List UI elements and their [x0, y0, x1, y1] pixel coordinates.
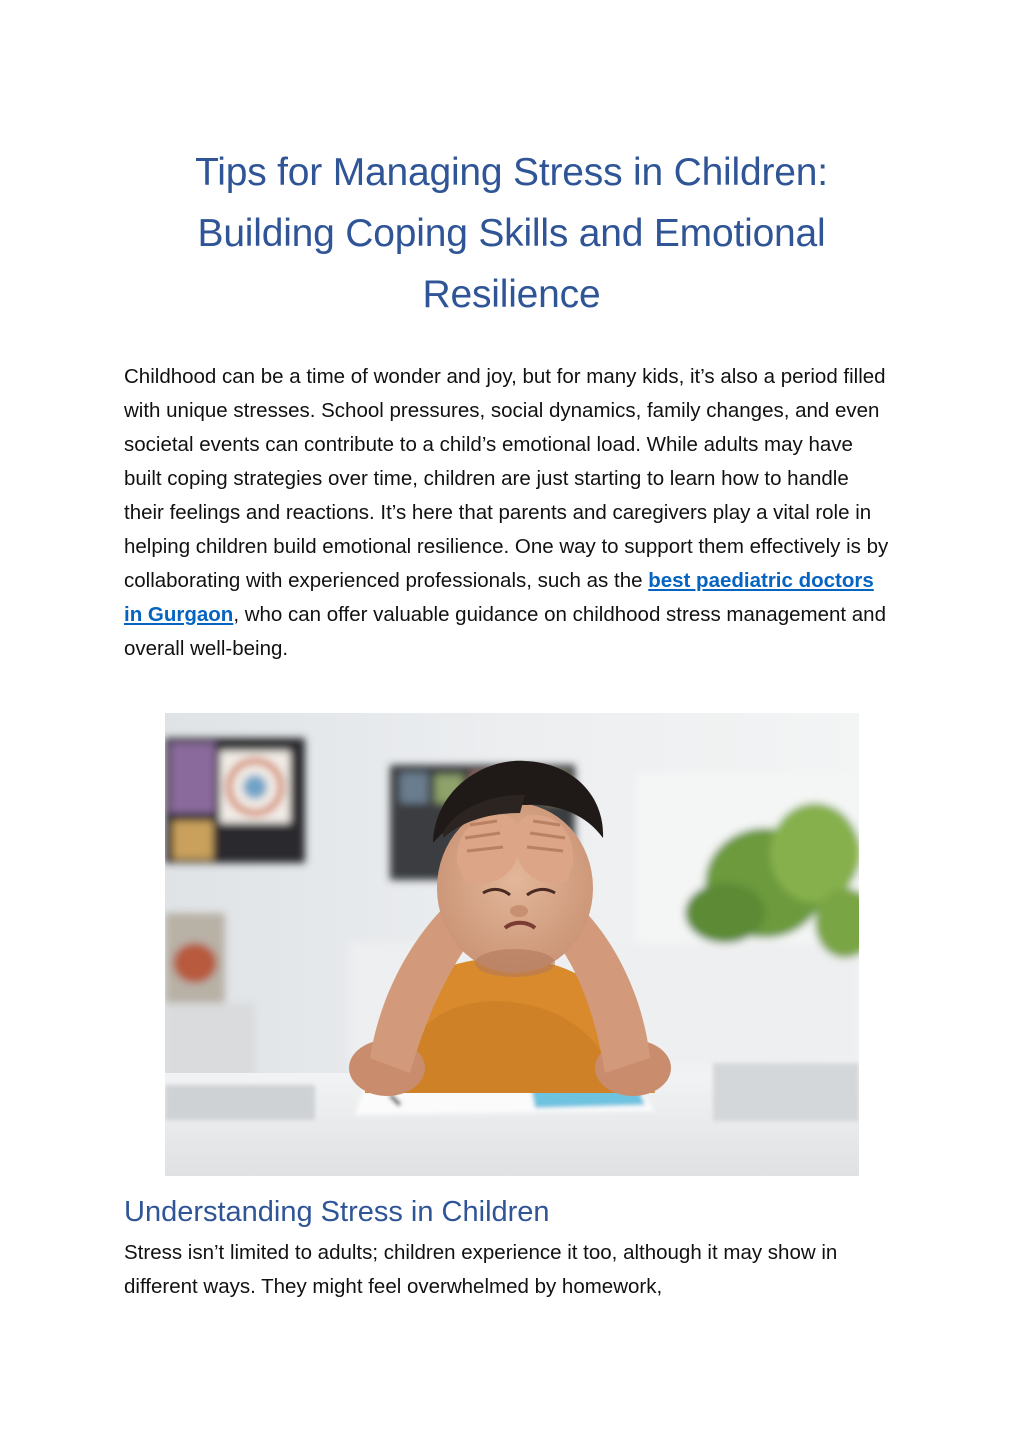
intro-paragraph [124, 360, 889, 666]
intro-text-after-link: , who can offer valuable guidance on childhood stress management and overall well-being. [124, 603, 886, 660]
page-title: Tips for Managing Stress in Children: Building Coping Skills and Emotional Resilience [195, 151, 828, 316]
stressed-child-photo [165, 713, 859, 1176]
section-heading: Understanding Stress in Children [124, 1196, 550, 1228]
intro-text-before-link: Childhood can be a time of wonder and joy, but for many kids, it’s also a period filled with unique stresses. School pressures, social dynamics, family changes, and even societal events can contribute to a child’s emotional load. While adults may have built coping strategies over time, children are just starting to learn how to handle their feelings and reactions. It’s here that parents and caregivers play a vital role in helping children build emotional resilience. One way to support them effectively is by collaborating with experienced professionals, such as the [124, 365, 889, 592]
paediatric-doctors-link[interactable]: best paediatric doctors in Gurgaon [124, 569, 874, 626]
section-paragraph: Stress isn’t limited to adults; children experience it too, although it may show in different ways. They might feel overwhelmed by homework, [124, 1241, 838, 1298]
